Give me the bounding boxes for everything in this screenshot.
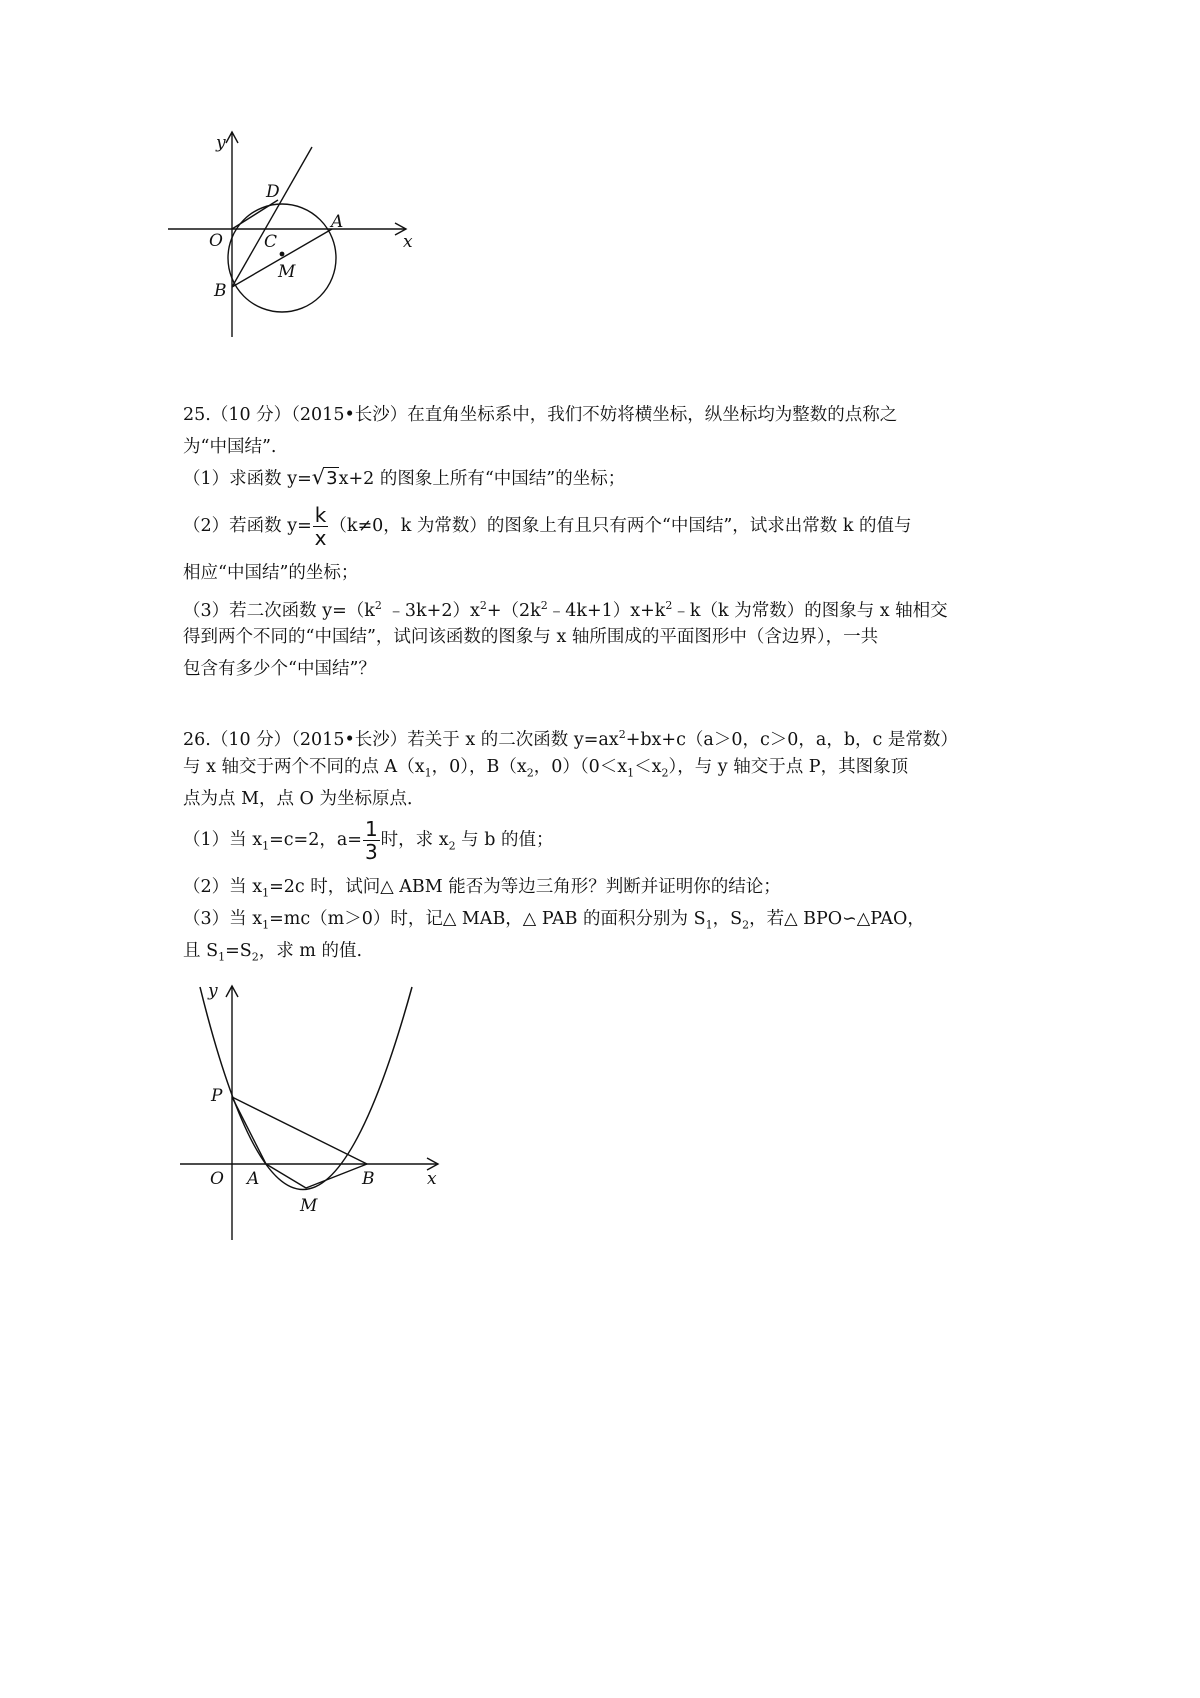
fraction-denominator: x (314, 526, 327, 550)
subscript-2: 2 (251, 950, 259, 964)
q26-line2-d: ＜x (634, 757, 662, 777)
q26-line1 (183, 724, 1023, 751)
superscript-2: 2 (665, 599, 673, 612)
q25-part3 (183, 595, 1023, 622)
subscript-1: 1 (262, 886, 270, 900)
q25-part3-line2: 得到两个不同的“中国结”，试问该函数的图象与 x 轴所围成的平面图形中（含边界），一共 (183, 627, 879, 647)
line-bd (232, 147, 312, 287)
q26-line2-a: 与 x 轴交于两个不同的点 A（x (183, 757, 425, 777)
q25-part2-line2: 相应“中国结”的坐标； (183, 563, 359, 583)
q25-part3-line3: 包含有多少个“中国结”？ (183, 659, 376, 679)
q25-part1 (183, 466, 1023, 490)
label-m: M (300, 1196, 318, 1216)
label-b: B (214, 281, 227, 301)
figure-parabola (160, 972, 450, 1244)
q26-part3-line2 (183, 940, 1023, 969)
q25-part3-e: ﹣k（k 为常数）的图象与 x 轴相交 (672, 600, 948, 621)
q25-line2: 为“中国结”. (183, 437, 277, 457)
q26-line2-e: ），与 y 轴交于点 P，其图象顶 (668, 757, 909, 777)
q26-part3-g: ，求 m 的值. (258, 941, 363, 961)
label-y: y (216, 133, 226, 153)
q26-part3-f: =S (225, 941, 252, 961)
q26-line2-c: ，0）（0＜x (533, 757, 628, 777)
subscript-1: 1 (218, 950, 226, 964)
q26-line1-pre: 26.（10 分）（2015•长沙）若关于 x 的二次函数 y=ax (183, 729, 619, 750)
subscript-1: 1 (424, 766, 432, 780)
q25-part3-b: ﹣3k+2）x (381, 600, 480, 621)
subscript-2: 2 (448, 839, 456, 853)
subscript-1: 1 (262, 918, 270, 932)
q26-part1-d: 与 b 的值； (455, 830, 554, 850)
q26-line3: 点为点 M，点 O 为坐标原点． (183, 789, 425, 809)
q26-part1 (183, 818, 1023, 862)
label-d: D (266, 182, 280, 202)
segment-pa (232, 1097, 266, 1164)
subscript-1: 1 (705, 918, 713, 932)
label-y: y (208, 981, 218, 1001)
label-c: C (264, 232, 278, 252)
q25-line1: 25.（10 分）（2015•长沙）在直角坐标系中，我们不妨将横坐标，纵坐标均为整数的点称之 (183, 405, 898, 425)
q25-part1-post: x+2 的图象上所有“中国结”的坐标； (338, 469, 626, 489)
segment-pb (232, 1097, 367, 1164)
q26-part1-a: （1）当 x (183, 830, 263, 850)
q25-part2-pre: （2）若函数 y= (183, 516, 312, 536)
label-a: A (247, 1169, 260, 1189)
q26-part3-c: ，S (712, 909, 743, 929)
q25-part3-a: （3）若二次函数 y=（k (183, 600, 375, 621)
q26-part3 (183, 908, 1023, 937)
figure-circle-geometry (160, 120, 430, 345)
label-b: B (362, 1169, 375, 1189)
q25-part3-c: +（2k (486, 600, 541, 621)
label-x: x (403, 232, 413, 252)
superscript-2: 2 (479, 599, 487, 612)
subscript-2: 2 (661, 766, 669, 780)
q26-part2-b: =2c 时，试问△ ABM 能否为等边三角形？判断并证明你的结论； (269, 877, 781, 897)
superscript-2: 2 (540, 599, 548, 612)
label-a: A (331, 212, 344, 232)
q25-part2 (183, 504, 1023, 548)
fraction-denominator: 3 (364, 840, 378, 864)
label-o: O (209, 231, 223, 251)
label-x: x (427, 1169, 437, 1189)
subscript-2: 2 (526, 766, 534, 780)
q26-part3-d: ，若△ BPO∽△PAO， (749, 909, 925, 929)
q26-part3-e: 且 S (183, 941, 219, 961)
q26-part3-a: （3）当 x (183, 909, 263, 929)
q26-part2-a: （2）当 x (183, 877, 263, 897)
label-o: O (210, 1169, 224, 1189)
q26-part3-b: =mc（m＞0）时，记△ MAB，△ PAB 的面积分别为 S (269, 909, 706, 929)
q26-part2 (183, 876, 1023, 905)
subscript-1: 1 (627, 766, 635, 780)
q26-part1-b: =c=2，a= (269, 830, 362, 850)
sqrt-expression: √3 (311, 465, 338, 489)
q25-part3-d: ﹣4k+1）x+k (547, 600, 666, 621)
fraction-k-over-x (313, 505, 329, 548)
center-m-dot (280, 252, 285, 257)
q26-line2 (183, 756, 1023, 785)
superscript-2: 2 (618, 728, 626, 741)
segment-mb (306, 1164, 367, 1188)
q25-part1-pre: （1）求函数 y= (183, 469, 312, 489)
fraction-numerator: 1 (364, 817, 378, 841)
subscript-1: 1 (262, 839, 270, 853)
q25-part2-post: （k≠0，k 为常数）的图象上有且只有两个“中国结”，试求出常数 k 的值与 (329, 516, 912, 536)
q26-line2-b: ，0），B（x (431, 757, 527, 777)
label-m: M (278, 262, 296, 282)
sqrt-argument: 3 (326, 468, 338, 489)
superscript-2: 2 (374, 599, 382, 612)
fraction-numerator: k (314, 503, 327, 527)
q26-line1-post: +bx+c（a＞0，c＞0，a，b，c 是常数） (625, 729, 958, 750)
label-p: P (211, 1086, 223, 1106)
fraction-one-third (363, 819, 380, 862)
q26-part1-c: 时，求 x (380, 830, 449, 850)
subscript-2: 2 (742, 918, 750, 932)
chord-od (232, 200, 278, 229)
